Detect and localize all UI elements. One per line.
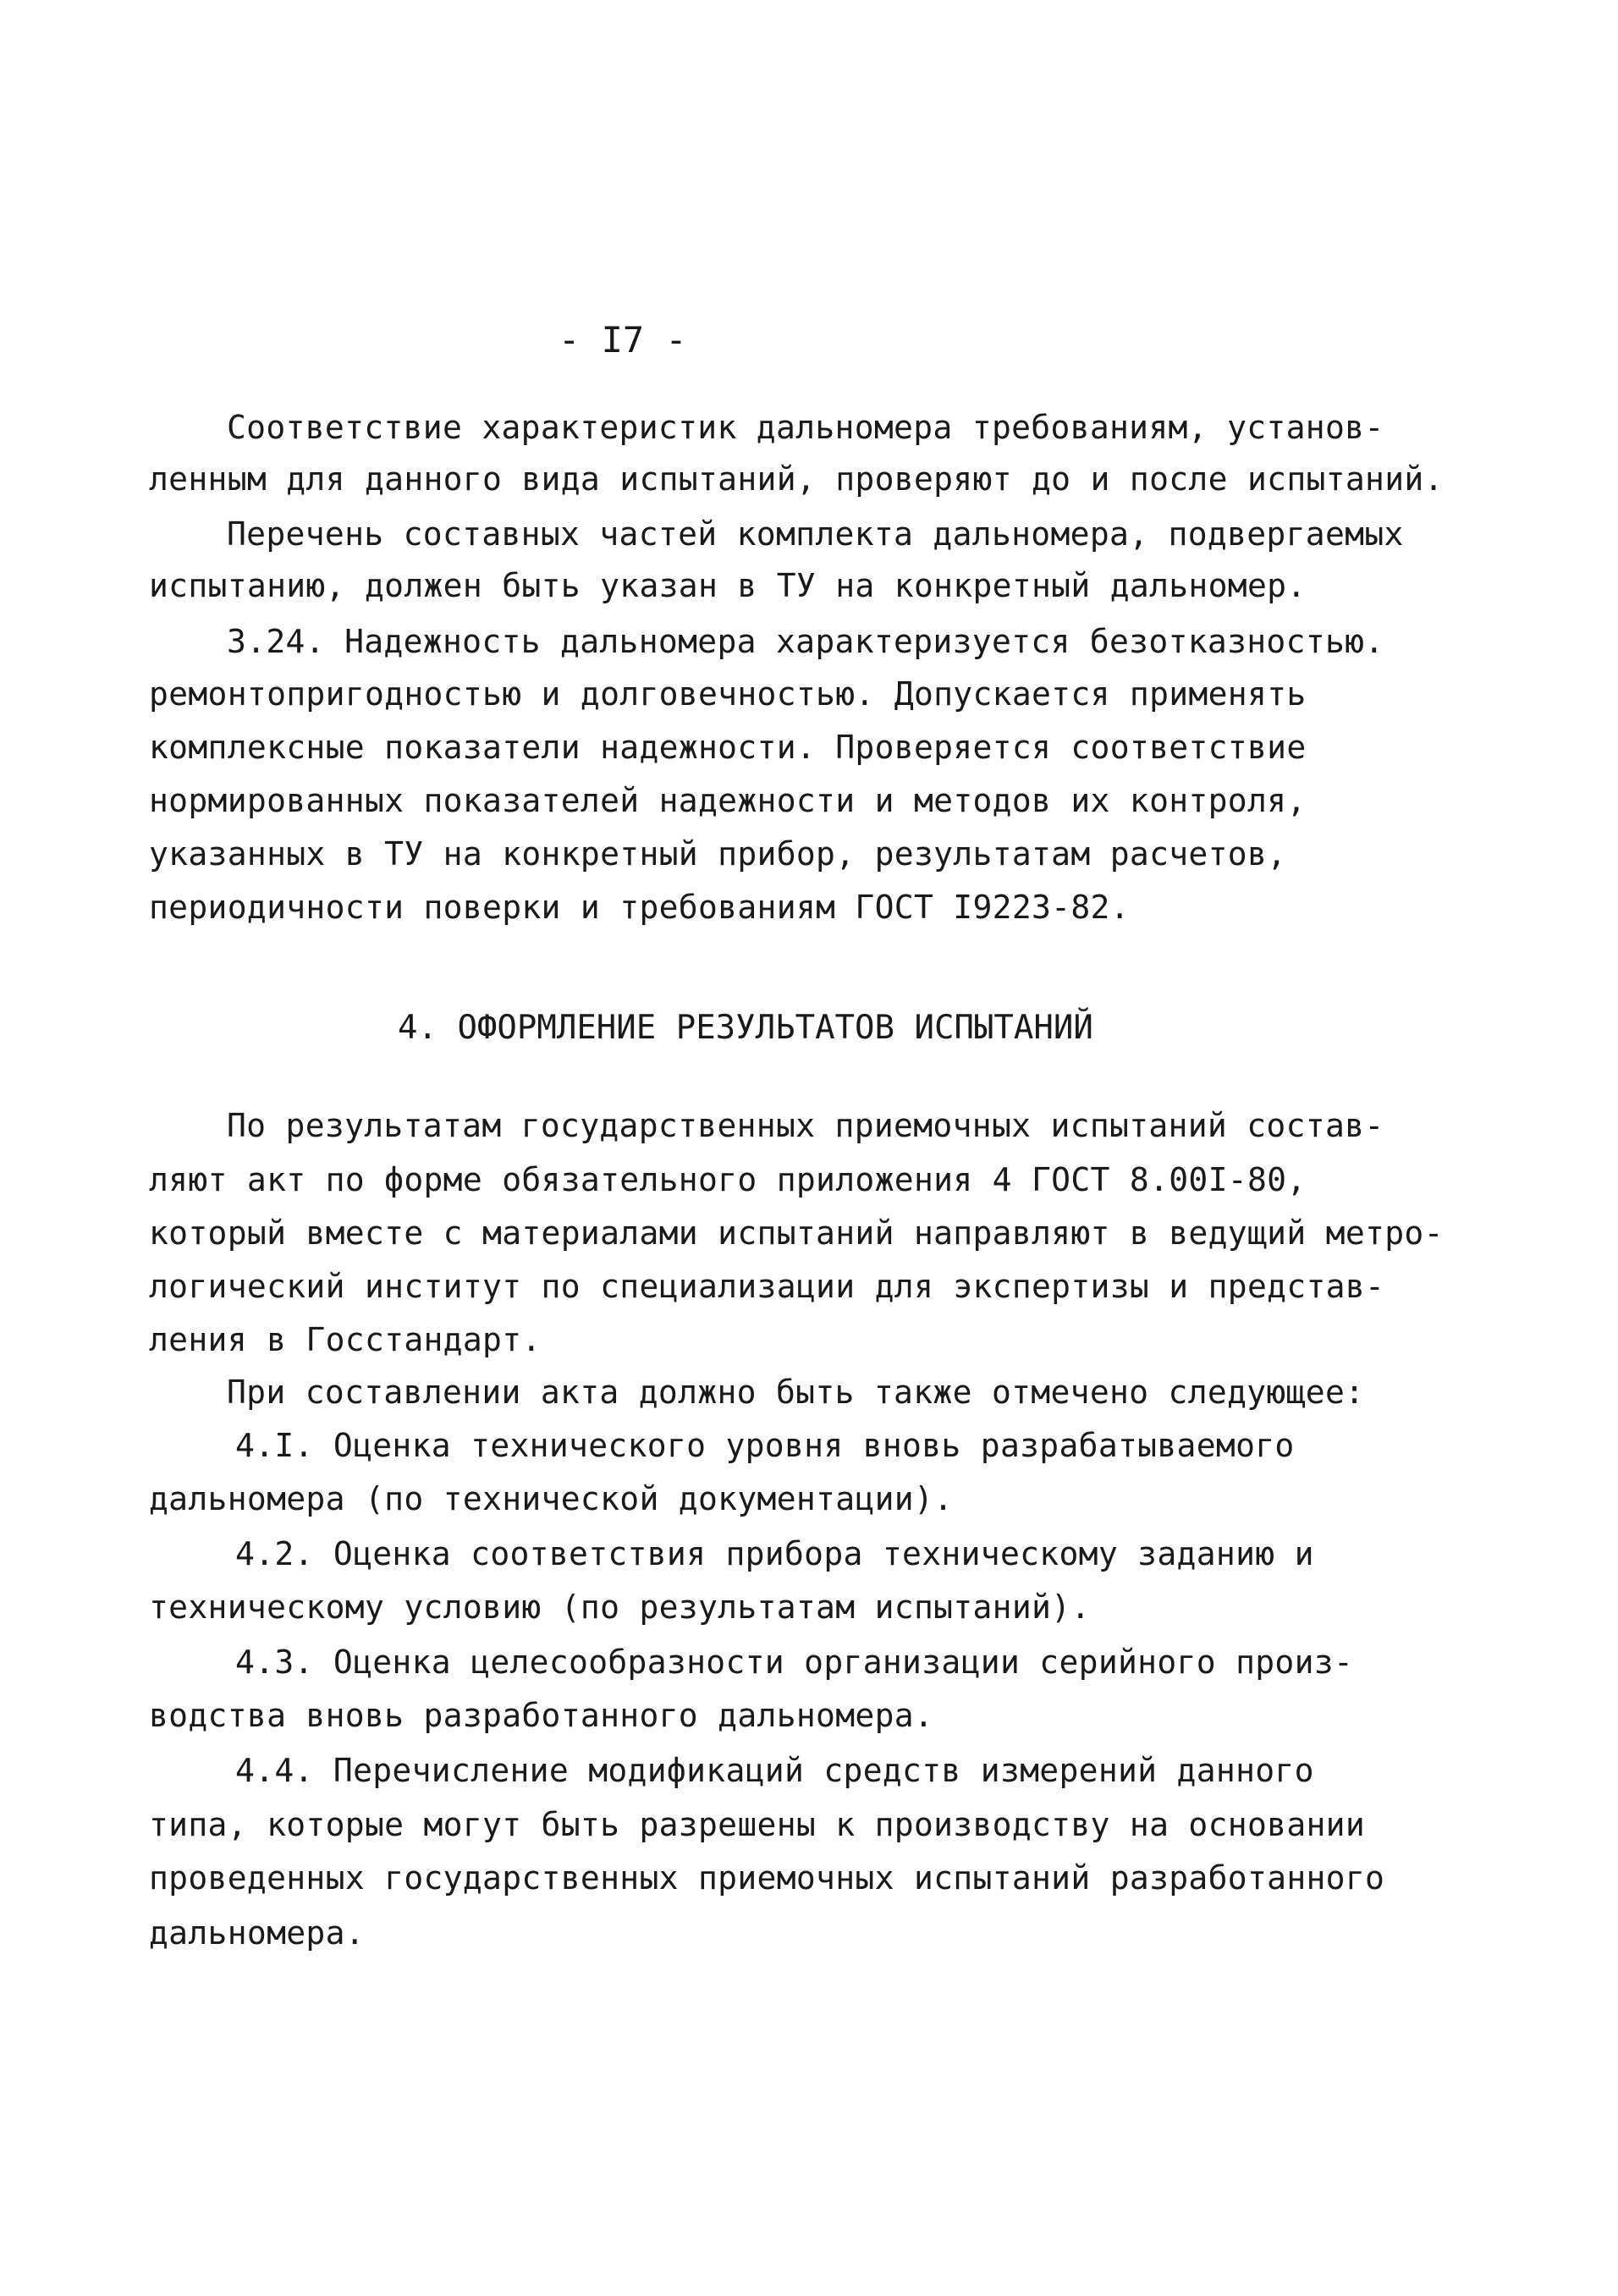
paragraph-line: ляют акт по форме обязательного приложения 4 ГОСТ 8.00I-80, xyxy=(149,1161,1307,1198)
paragraph-line: 4.3. Оценка целесообразности организации серийного произ- xyxy=(235,1644,1354,1681)
paragraph-line: По результатам государственных приемочных испытаний состав- xyxy=(227,1107,1384,1144)
page-number: - I7 - xyxy=(559,319,687,361)
paragraph-line: проведенных государственных приемочных испытаний разработанного xyxy=(149,1859,1385,1897)
paragraph-line: техническому условию (по результатам испытаний). xyxy=(149,1588,1091,1626)
paragraph-line: 4.2. Оценка соответствия прибора техническому заданию и xyxy=(235,1535,1314,1572)
paragraph-line: испытанию, должен быть указан в ТУ на конкретный дальномер. xyxy=(149,567,1307,604)
paragraph-line: водства вновь разработанного дальномера. xyxy=(149,1697,934,1734)
paragraph-line: 4.4. Перечисление модификаций средств измерений данного xyxy=(235,1752,1314,1789)
paragraph-line: указанных в ТУ на конкретный прибор, результатам расчетов, xyxy=(149,835,1287,873)
paragraph-line: Соответствие характеристик дальномера требованиям, установ- xyxy=(227,409,1384,446)
paragraph-line: периодичности поверки и требованиям ГОСТ I9223-82. xyxy=(149,889,1130,926)
paragraph-line: 4.I. Оценка технического уровня вновь разрабатываемого xyxy=(235,1427,1295,1464)
paragraph-line: дальномера. xyxy=(149,1914,365,1952)
paragraph-line: Перечень составных частей комплекта дальномера, подвергаемых xyxy=(227,515,1404,553)
paragraph-line: логический институт по специализации для экспертизы и представ- xyxy=(149,1268,1385,1305)
paragraph-line: При составлении акта должно быть также отмечено следующее: xyxy=(227,1374,1365,1411)
paragraph-line: комплексные показатели надежности. Проверяется соответствие xyxy=(149,729,1307,766)
paragraph-line: ремонтопригодностью и долговечностью. Допускается применять xyxy=(149,675,1307,713)
paragraph-line: 3.24. Надежность дальномера характеризуется безотказностью. xyxy=(227,623,1384,660)
paragraph-line: ления в Госстандарт. xyxy=(149,1321,542,1358)
paragraph-line: нормированных показателей надежности и методов их контроля, xyxy=(149,782,1307,819)
paragraph-line: типа, которые могут быть разрешены к производству на основании xyxy=(149,1806,1366,1843)
section-heading: 4. ОФОРМЛЕНИЕ РЕЗУЛЬТАТОВ ИСПЫТАНИЙ xyxy=(398,1009,1093,1047)
paragraph-line: дальномера (по технической документации). xyxy=(149,1480,954,1517)
paragraph-line: который вместе с материалами испытаний направляют в ведущий метро- xyxy=(149,1214,1444,1252)
paragraph-line: ленным для данного вида испытаний, проверяют до и после испытаний. xyxy=(149,460,1444,498)
